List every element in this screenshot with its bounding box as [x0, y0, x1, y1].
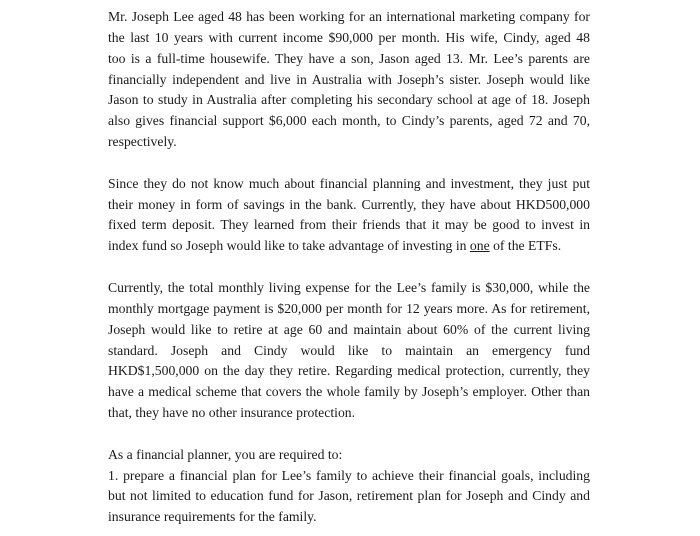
text-line: HKD$1,500,000 on the day they retire. Regarding medical protection, currently, they [108, 363, 590, 379]
text-segment: of the ETFs. [489, 238, 562, 254]
text-line: Currently, the total monthly living expense for the Lee’s family is $30,000, while the [108, 279, 590, 295]
text-line: Joseph would like to retire at age 60 and maintain about 60% of the current living [108, 321, 590, 337]
document-body [108, 7, 590, 528]
text-line: 1. prepare a financial plan for Lee’s family to achieve their financial goals, including [108, 467, 590, 483]
paragraph-family-background [108, 7, 590, 153]
text-line: Since they do not know much about financial planning and investment, they just put [108, 175, 590, 191]
text-line: their money in form of savings in the bank. Currently, they have about HKD500,000 [108, 196, 590, 212]
text-line: Mr. Joseph Lee aged 48 has been working for an international marketing company for [108, 9, 590, 24]
text-line: have a medical scheme that covers the whole family by Joseph’s employer. Other than [108, 384, 590, 400]
text-line: respectively. [108, 134, 177, 150]
text-line: As a financial planner, you are required to: [108, 446, 343, 462]
text-line: standard. Joseph and Cindy would like to maintain an emergency fund [108, 342, 590, 358]
text-line: insurance requirements for the family. [108, 509, 317, 525]
text-line: Jason to study in Australia after completing his secondary school at age of 18. Joseph [108, 92, 590, 108]
text-line: also gives financial support $6,000 each month, to Cindy’s parents, aged 72 and 70, [108, 113, 590, 129]
text-line: but not limited to education fund for Jason, retirement plan for Joseph and Cindy and [108, 488, 590, 504]
text-line: too is a full-time housewife. They have a son, Jason aged 13. Mr. Lee’s parents are [108, 50, 590, 66]
text-line: financially independent and live in Australia with Joseph’s sister. Joseph would like [108, 71, 590, 87]
text-segment: index fund so Joseph would like to take advantage of investing in [108, 238, 470, 254]
paragraph-expenses-retirement [108, 278, 590, 424]
text-line [108, 236, 590, 257]
paragraph-requirements [108, 445, 590, 528]
text-line: that, they have no other insurance protection. [108, 405, 356, 421]
text-line: the last 10 years with current income $90,000 per month. His wife, Cindy, aged 48 [108, 29, 590, 45]
text-line: fixed term deposit. They learned from their friends that it may be good to invest in [108, 217, 590, 233]
underlined-word: one [469, 238, 490, 254]
text-line: monthly mortgage payment is $20,000 per month for 12 years more. As for retirement, [108, 300, 590, 316]
paragraph-savings [108, 174, 590, 257]
